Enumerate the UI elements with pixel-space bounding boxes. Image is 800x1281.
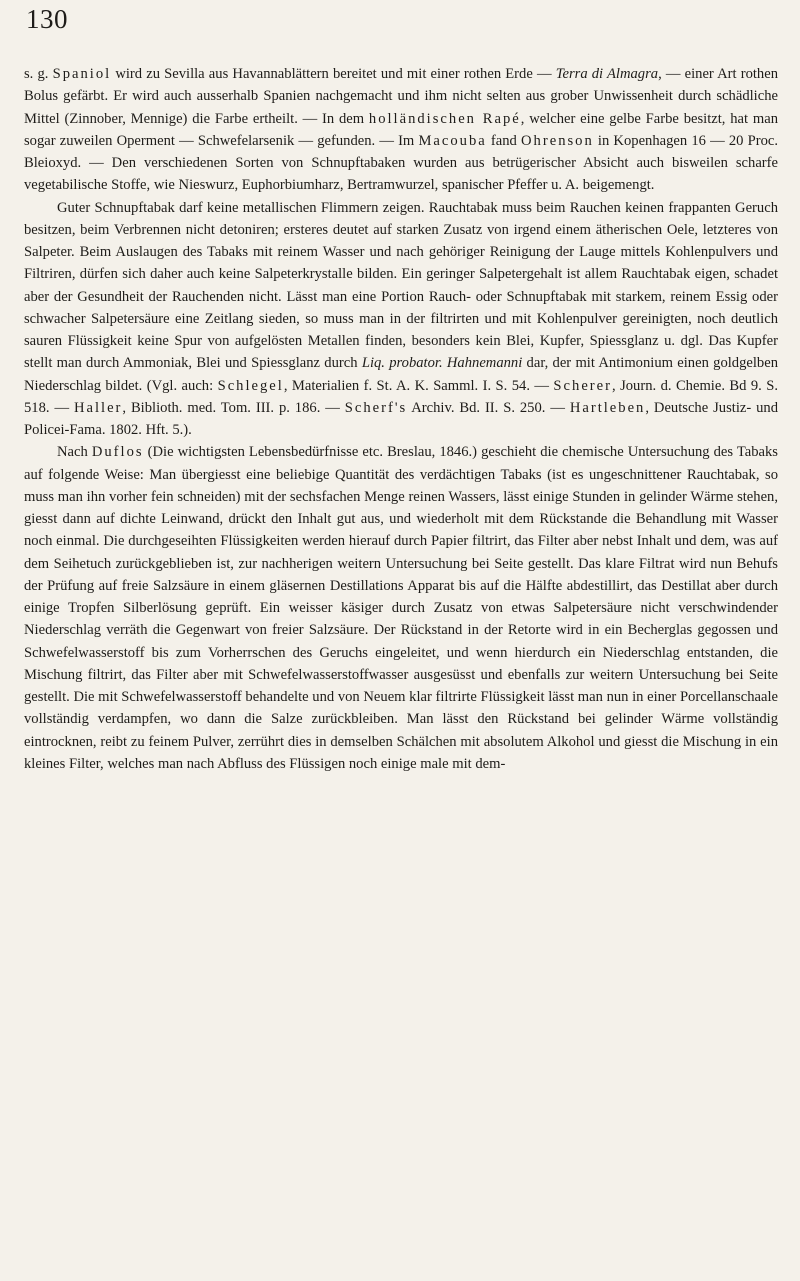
- text-run: (Die wichtigsten Lebensbedürfnisse etc. Breslau, 1846.) geschieht die chemische Untersuchung des Tabaks auf folgende Weise: Man übergiesst eine beliebige Quantität des verdächtigen Tabaks (ist es ungeschnittener Rauchtabak, so muss man ihn vorher fein schneiden) mit der sechsfachen Menge reinen Wassers, lässt einige Stunden in gelinder Wärme stehen, giesst dann auf dichte Leinwand, drückt den Inhalt gut aus, und wiederholt mit dem Rückstande die Behandlung mit Wasser noch einmal. Die durchgeseihten Flüssigkeiten werden hierauf durch Papier filtrirt, das Filter aber nebst Inhalt und dem, was auf dem Seihetuch zurückgeblieben ist, zur nachherigen weitern Untersuchung bei Seite gestellt. Das klare Filtrat wird nun Behufs der Prüfung auf freie Salzsäure in einem gläsernen Destillations Apparat bis auf die Hälfte abdestillirt, das Destillat aber durch einige Tropfen Silberlösung geprüft. Ein weisser käsiger durch Zusatz von etwas Salpetersäure nicht verschwindender Niederschlag verräth die Gegenwart von freier Salzsäure. Der Rückstand in der Retorte wird in ein Becherglas gegossen und Schwefelwasserstoff bis zum Vorherrschen des Geruchs eingeleitet, und wenn hierdurch ein Niederschlag entstanden, die Mischung filtrirt, das Filter aber mit Schwefelwasserstoffwasser ausgesüsst und ebenfalls zur weitern Untersuchung bei Seite gestellt. Die mit Schwefelwasserstoff behandelte und von Neuem klar filtrirte Flüssigkeit lässt man nun in einer Porcellanschaale vollständig verdampfen, wo dann die Salze zurückbleiben. Man lässt den Rückstand bei gelinder Wärme vollständig eintrocknen, reibt zu feinem Pulver, zerrührt dies in demselben Schälchen mit absolutem Alkohol und giesst die Mischung in ein kleines Filter, welches man nach Abfluss des Flüssigen noch einige male mit dem-: [24, 444, 778, 772]
- text-run: in Kopenhagen 16 — 20 Proc. Bleioxyd. — Den verschiedenen Sorten von Schnupftabaken wurden aus betrügerischer Absicht auch bisweilen scharfe vegetabilische Stoffe, wie Nieswurz, Euphorbiumharz, Bertramwurzel, spanischer Pfeffer u. A. beigemengt.: [24, 132, 778, 194]
- text-run: , Materialien f. St. A. K. Samml. I. S. 54. —: [283, 377, 554, 394]
- text-run: fand: [486, 132, 522, 149]
- body-text: [24, 63, 778, 775]
- spaced-name: Ohrenson: [521, 132, 594, 149]
- text-run: , Journ. d. Chemie. Bd 9. S. 518. —: [24, 377, 778, 416]
- spaced-name: Haller: [73, 399, 123, 416]
- text-run: , Biblioth. med. Tom. III. p. 186. —: [122, 399, 345, 416]
- text-run: Guter Schnupftabak darf keine metallischen Flimmern zeigen. Rauchtabak muss beim Rauchen keinen frappanten Geruch besitzen, beim Verbrennen nicht detoniren; ersteres deutet auf starken Zusatz von irgend einem ätherischen Oele, letzteres von Salpeter. Beim Auslaugen des Tabaks mit reinem Wasser und nach gehöriger Reinigung der Lauge mittels Kohlenpulvers und Filtriren, dürfen sich daher auch keine Salpeterkrystalle bilden. Ein geringer Salpetergehalt ist allem Rauchtabak eigen, schadet aber der Gesundheit der Rauchenden nicht. Lässt man eine Portion Rauch- oder Schnupftabak mit starkem, reinem Essig oder schwacher Salpetersäure eine Zeitlang sieden, so muss man in der filtrirten und mit Kohlenpulver gereinigten, noch deutlich sauren Flüssigkeit keine Spur von aufgelösten Metallen finden, besonders kein Blei, Kupfer, Spiessglanz u. dgl. Das Kupfer stellt man durch Ammoniak, Blei und Spiessglanz durch: [24, 199, 778, 372]
- italic-text: Liq. probator. Hahnemanni: [361, 355, 523, 372]
- text-run: wird zu Sevilla aus Havannablättern bereitet und mit einer rothen Erde —: [111, 66, 556, 82]
- text-run: Nach: [57, 444, 92, 461]
- text-run: , — einer Art rothen Bolus gefärbt. Er wird auch ausserhalb Spanien nachgemacht und ihm nicht selten aus grober Unwissenheit durch schädliche Mittel (Zinnober, Mennige) die Farbe ertheilt. — In dem: [24, 66, 778, 127]
- spaced-name: Scherer: [553, 377, 612, 394]
- text-run: dar, der mit Antimonium einen goldgelben Niederschlag bildet. (Vgl. auch:: [24, 355, 778, 394]
- text-run: , welcher eine gelbe Farbe besitzt, hat man sogar zuweilen Operment — Schwefelarsenik — gefunden. — Im: [24, 110, 778, 149]
- text-run: s. g.: [24, 66, 53, 82]
- text-run: Archiv. Bd. II. S. 250. —: [407, 399, 570, 416]
- paragraph-tabak-pruefung: [24, 197, 778, 442]
- spaced-name: holländischen Rapé: [368, 110, 521, 127]
- italic-text: Terra di Almagra: [555, 66, 659, 82]
- spaced-name: Macouba: [418, 132, 487, 149]
- spaced-name: Spaniol: [52, 66, 112, 82]
- paragraph-spaniol: [24, 63, 778, 197]
- spaced-name: Hartleben: [569, 399, 646, 416]
- spaced-name: Duflos: [91, 444, 144, 461]
- page-number: 130: [26, 4, 68, 34]
- spaced-name: Schlegel: [217, 377, 284, 394]
- spaced-name: Scherf's: [344, 399, 408, 416]
- text-run: , Deutsche Justiz- und Policei-Fama. 1802. Hft. 5.).: [24, 399, 778, 438]
- paragraph-duflos-untersuchung: [24, 441, 778, 775]
